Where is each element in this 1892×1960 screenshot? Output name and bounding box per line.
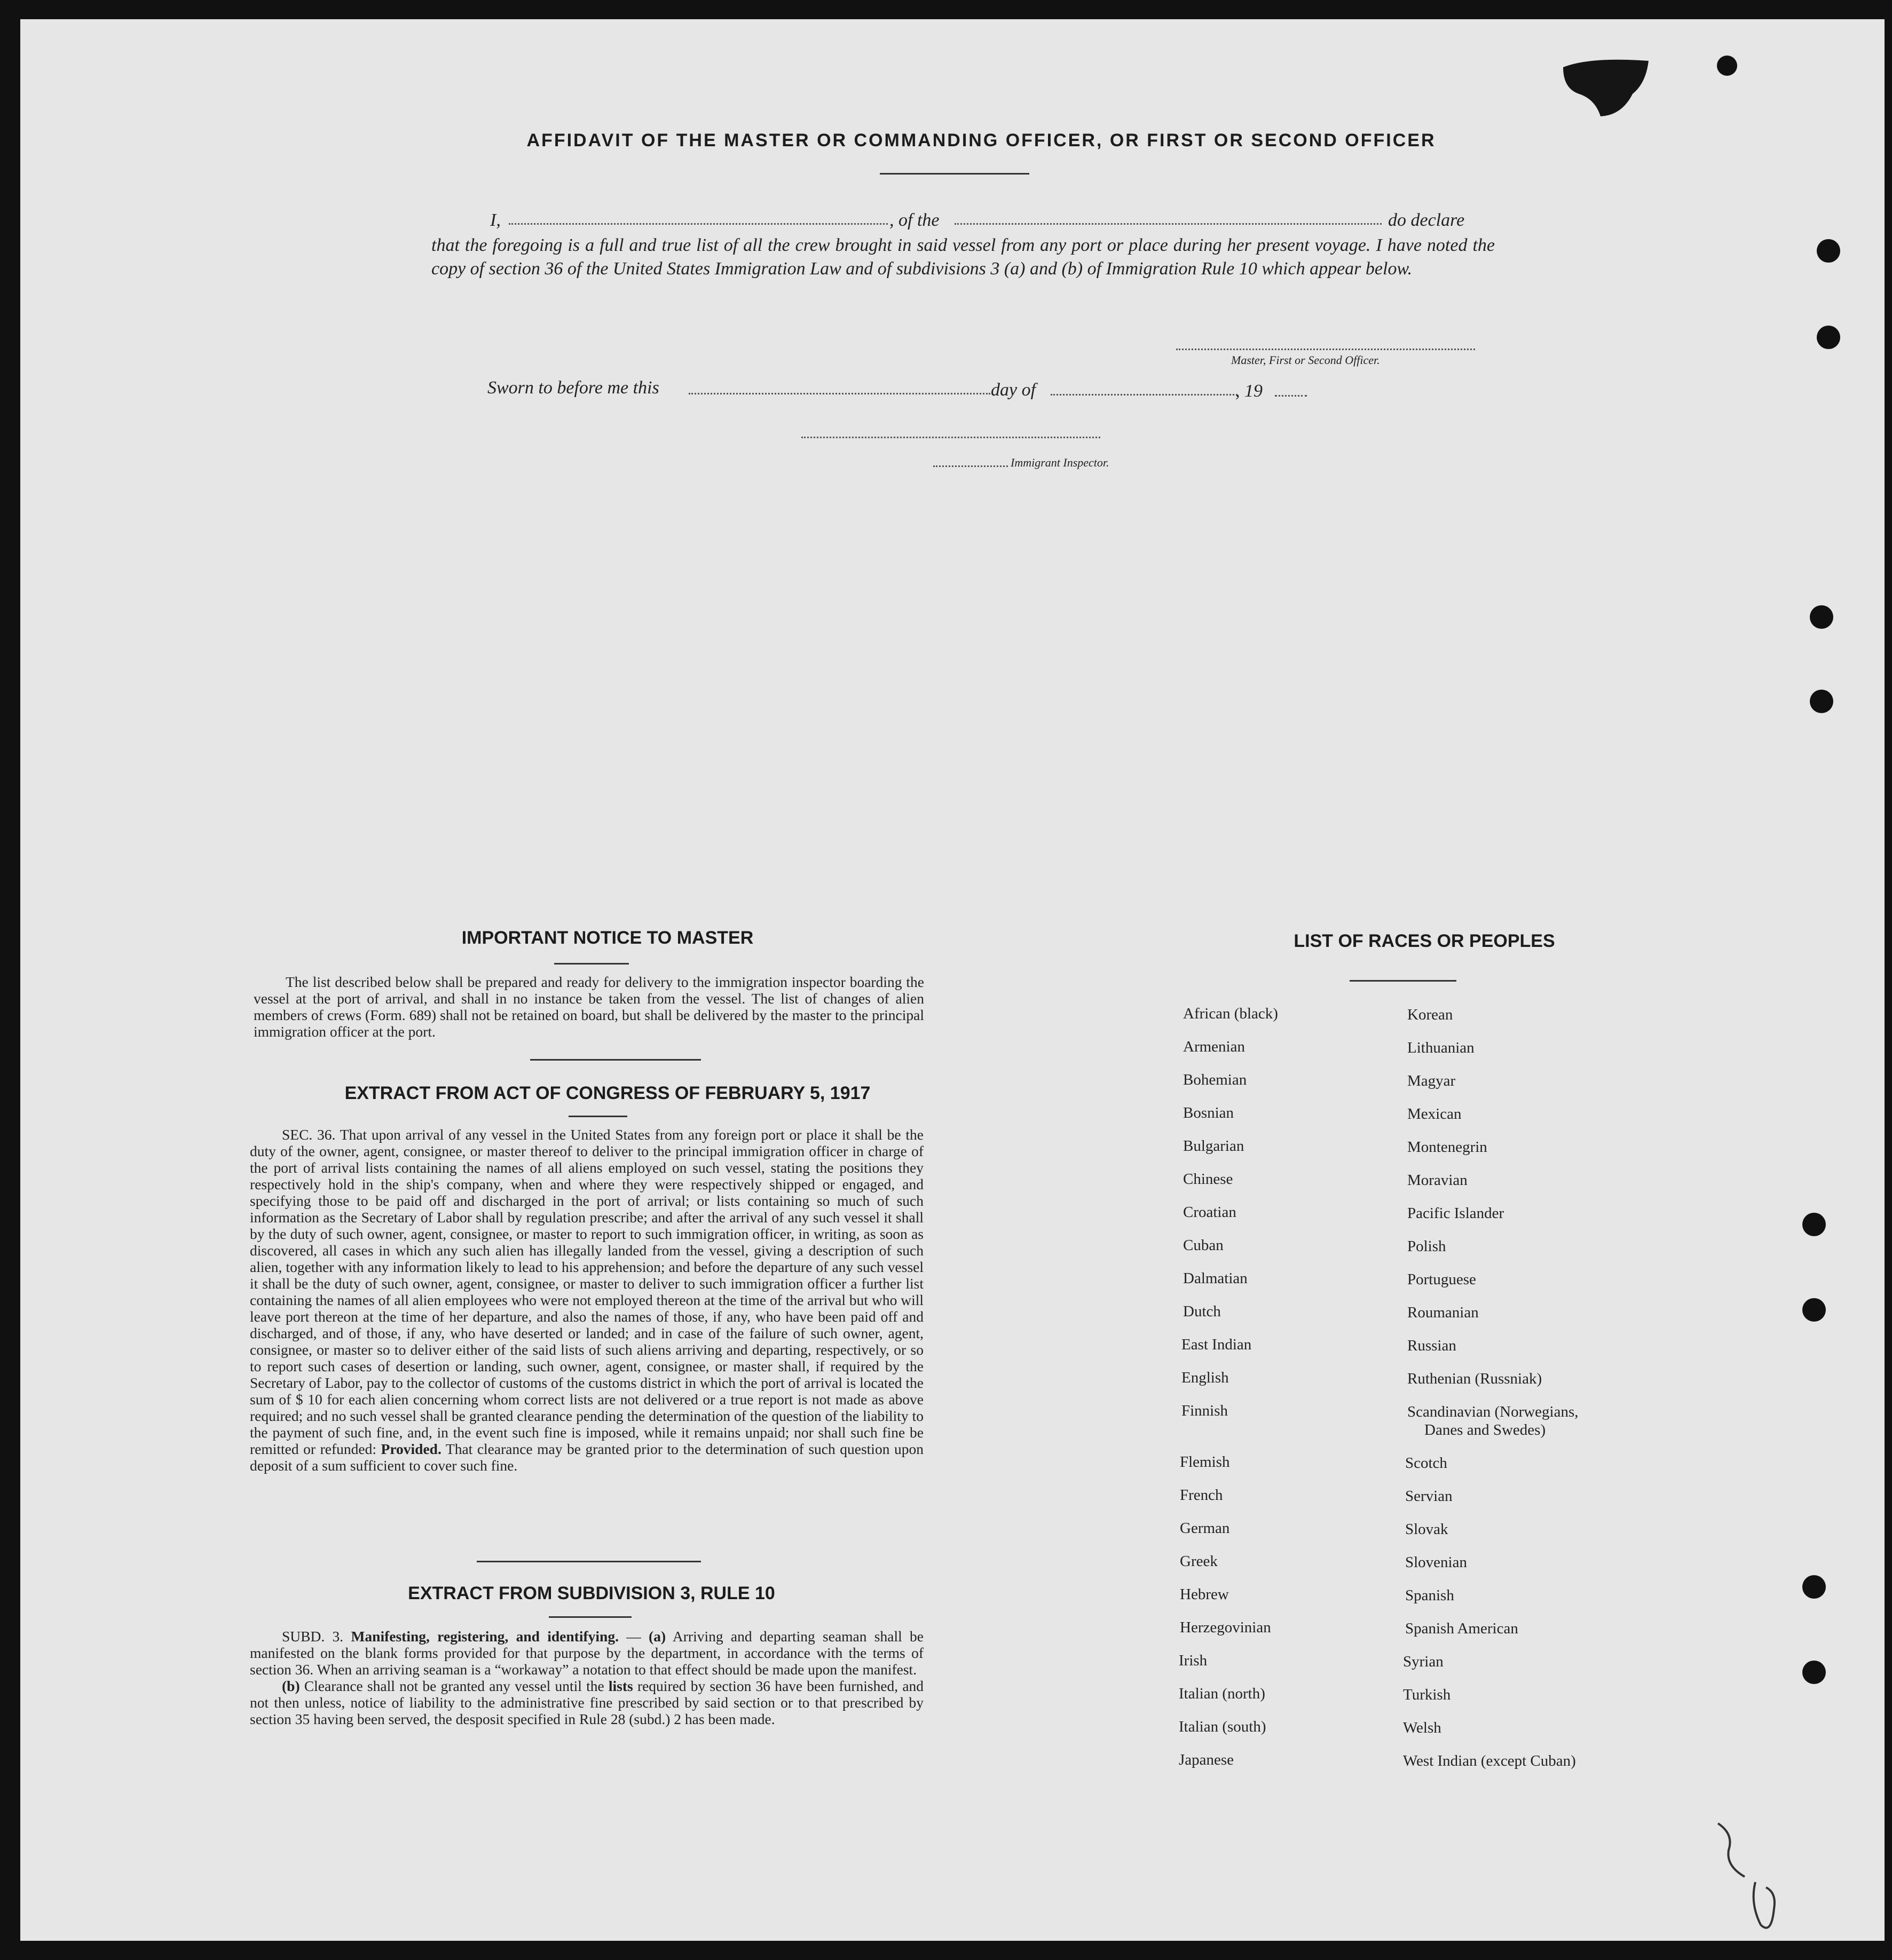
binder-hole	[1717, 56, 1737, 76]
race-item: Slovenian	[1405, 1554, 1467, 1571]
notice-divider	[530, 1059, 701, 1061]
race-item: Syrian	[1403, 1653, 1444, 1670]
race-item: French	[1180, 1487, 1223, 1504]
race-item: Armenian	[1183, 1038, 1245, 1055]
rule-subdivision-text	[250, 1628, 924, 1727]
affidavit-of-the-label: , of the	[889, 210, 940, 230]
races-title: LIST OF RACES OR PEOPLES	[1294, 931, 1555, 951]
race-item: Turkish	[1403, 1686, 1451, 1703]
subd-b-text-1: Clearance shall not be granted any vessel until the	[304, 1678, 604, 1694]
race-item: Korean	[1407, 1006, 1453, 1023]
act-divider	[477, 1561, 701, 1562]
rule-title-underline	[549, 1616, 632, 1618]
race-item: German	[1180, 1520, 1230, 1537]
master-name-field[interactable]	[509, 223, 888, 225]
race-item: Finnish	[1181, 1402, 1228, 1419]
sworn-day-field[interactable]	[689, 393, 990, 394]
master-signature-field[interactable]	[1176, 349, 1475, 350]
race-item: Danes and Swedes)	[1424, 1421, 1546, 1439]
subd-dash: —	[618, 1628, 649, 1645]
subd-heading: Manifesting, registering, and identifying.	[351, 1628, 619, 1645]
race-item: Dutch	[1183, 1303, 1221, 1320]
subd-label: SUBD. 3.	[282, 1628, 344, 1645]
race-item: Bulgarian	[1183, 1137, 1244, 1155]
race-item: Polish	[1407, 1238, 1446, 1255]
race-item: Servian	[1405, 1488, 1453, 1505]
race-item: Cuban	[1183, 1237, 1224, 1254]
act-section-36-text	[250, 1126, 924, 1474]
rule-title: EXTRACT FROM SUBDIVISION 3, RULE 10	[408, 1583, 775, 1603]
race-item: Scandinavian (Norwegians,	[1407, 1403, 1579, 1420]
rule-subd-b-paragraph	[250, 1678, 924, 1727]
notice-body: The list described below shall be prepared and ready for delivery to the immigration inspector boarding the vessel at the port of arrival, and shall in no instance be taken from the vessel. The list of changes of alien members of crews (Form. 689) shall not be retained on board, but shall be delivered by the master to the principal immigration officer at the port.	[254, 974, 924, 1040]
race-item: Pacific Islander	[1407, 1205, 1504, 1222]
race-item: Spanish American	[1405, 1620, 1518, 1637]
act-title-underline	[569, 1116, 627, 1117]
sworn-label: Sworn to before me this	[487, 378, 659, 398]
act-title: EXTRACT FROM ACT OF CONGRESS OF FEBRUARY 5, 1917	[344, 1083, 871, 1103]
affidavit-title: AFFIDAVIT OF THE MASTER OR COMMANDING OFFICER, OR FIRST OR SECOND OFFICER	[526, 130, 1436, 151]
vessel-name-field[interactable]	[955, 223, 1382, 225]
race-item: Magyar	[1407, 1072, 1456, 1089]
race-item: Russian	[1407, 1337, 1456, 1354]
subd-b-label: (b)	[282, 1678, 300, 1694]
race-item: Lithuanian	[1407, 1039, 1475, 1056]
notice-title: IMPORTANT NOTICE TO MASTER	[461, 928, 754, 948]
ink-blot	[1558, 57, 1654, 121]
race-item: Spanish	[1405, 1587, 1454, 1604]
day-of-label: day of	[991, 380, 1036, 400]
binder-hole	[1802, 1213, 1826, 1236]
race-item: Slovak	[1405, 1521, 1448, 1538]
race-item: Italian (south)	[1179, 1718, 1266, 1735]
binder-hole	[1802, 1661, 1826, 1684]
affidavit-i-label: I,	[490, 210, 501, 230]
race-item: Japanese	[1179, 1751, 1234, 1768]
race-item: Montenegrin	[1407, 1139, 1487, 1156]
binder-hole	[1817, 326, 1840, 349]
race-item: Moravian	[1407, 1172, 1468, 1189]
race-item: Greek	[1180, 1553, 1218, 1570]
race-item: Hebrew	[1180, 1586, 1229, 1603]
race-item: English	[1181, 1369, 1229, 1386]
inspector-label: Immigrant Inspector.	[1011, 456, 1109, 469]
binder-hole	[1817, 239, 1840, 263]
race-item: East Indian	[1181, 1336, 1252, 1353]
binder-hole	[1810, 690, 1833, 713]
race-item: Flemish	[1180, 1453, 1230, 1471]
year-label: , 19	[1235, 381, 1263, 401]
race-item: Roumanian	[1407, 1304, 1479, 1321]
race-item: Welsh	[1403, 1719, 1441, 1736]
binder-hole	[1802, 1298, 1826, 1322]
race-item: Bosnian	[1183, 1104, 1234, 1121]
race-item: Irish	[1179, 1652, 1208, 1669]
document-page	[20, 19, 1885, 1941]
sworn-year-field[interactable]	[1275, 395, 1307, 397]
notice-title-underline	[554, 963, 629, 965]
race-item: Ruthenian (Russniak)	[1407, 1370, 1542, 1387]
race-item: Portuguese	[1407, 1271, 1476, 1288]
subd-a-label: (a)	[649, 1628, 666, 1645]
race-item: Dalmatian	[1183, 1270, 1248, 1287]
binder-hole	[1810, 605, 1833, 629]
sworn-month-field[interactable]	[1051, 394, 1237, 396]
rule-subd-a-paragraph	[250, 1628, 924, 1678]
race-item: Chinese	[1183, 1171, 1233, 1188]
act-body-before-provided: SEC. 36. That upon arrival of any vessel in the United States from any foreign port or place it shall be the duty of the owner, agent, consignee, or master thereof to deliver to the principal immigration officer in charge of the port of arrival lists containing the names of all aliens employed on such vessel, stating the positions they respectively hold in the ship's company, when and where they were respectively shipped or engaged, and specifying those to be paid off and discharged in the port of arrival; or lists containing so much of such information as the Secretary of Labor shall by regulation prescribe; and after the arrival of any such vessel it shall by the duty of such owner, agent, consignee, or master to report to such immigration officer, in writing, as soon as discovered, all cases in which any such alien has illegally landed from the vessel, giving a description of such alien, together with any information likely to lead to his apprehension; and before the departure of any such vessel it shall be the duty of such owner, agent, consignee, or master to deliver to such immigration officer a further list containing the names of all alien employees who were not employed thereon at the time of the arrival but who will leave port thereon at the time of her departure, and also the names of those, if any, who have been paid off and discharged, and of those, if any, who have deserted or landed; and in case of the failure of such owner, agent, consignee, or master so to deliver either of the said lists of such aliens arriving and departing, respectively, or so to report such cases of desertion or landing, such owner, agent, consignee, or master shall, if required by the Secretary of Labor, pay to the collector of customs of the customs district in which the port of arrival is located the sum of $ 10 for each alien concerning whom correct lists are not delivered or a true report is not made as above required; and no such vessel shall be granted clearance pending the determination of the question of the liability to the payment of such fine, and, in the event such fine is imposed, while it remains unpaid; nor shall such fine be remitted or refunded:	[250, 1126, 924, 1457]
race-item: Croatian	[1183, 1204, 1236, 1221]
title-underline	[880, 173, 1029, 175]
act-body-after-provided: That clearance may be granted prior to the determination of such question upon deposit of a sum sufficient to cover such fine.	[250, 1441, 924, 1474]
subd-b-lists: lists	[608, 1678, 633, 1694]
race-item: Italian (north)	[1179, 1685, 1265, 1702]
race-item: Mexican	[1407, 1105, 1462, 1123]
race-item: African (black)	[1183, 1005, 1278, 1022]
master-signature-label: Master, First or Second Officer.	[1231, 353, 1380, 367]
races-title-underline	[1350, 980, 1456, 982]
affidavit-body: that the foregoing is a full and true list of all the crew brought in said vessel from any port or place during her present voyage. I have noted the copy of section 36 of the United States Immigration Law and of subdivisions 3 (a) and (b) of Immigration Rule 10 which appear below.	[431, 235, 1495, 279]
subd-b-text-2: required by section 36 have been furnished, and not then unless, notice of liability to the administrative fine prescribed by said section or to that prescribed by section 35 having been served, the desposit specified in Rule 28 (subd.) 2 has been made.	[250, 1678, 924, 1727]
subd-a-text: Arriving and departing seaman shall be manifested on the blank forms provided for that purpose by the department, in accordance with the terms of section 36. When an arriving seaman is a “workaway” a notation to that effect should be made upon the manifest.	[250, 1628, 924, 1678]
inspector-signature-field[interactable]	[801, 437, 1100, 438]
act-provided-label: Provided.	[381, 1441, 442, 1457]
race-item: Herzegovinian	[1180, 1619, 1271, 1636]
affidavit-do-declare-label: do declare	[1388, 210, 1465, 230]
race-item: West Indian (except Cuban)	[1403, 1752, 1576, 1769]
race-item: Bohemian	[1183, 1071, 1247, 1088]
inspector-dots	[933, 465, 1008, 467]
binder-hole	[1802, 1575, 1826, 1599]
pencil-mark	[1713, 1818, 1782, 1941]
race-item: Scotch	[1405, 1455, 1447, 1472]
